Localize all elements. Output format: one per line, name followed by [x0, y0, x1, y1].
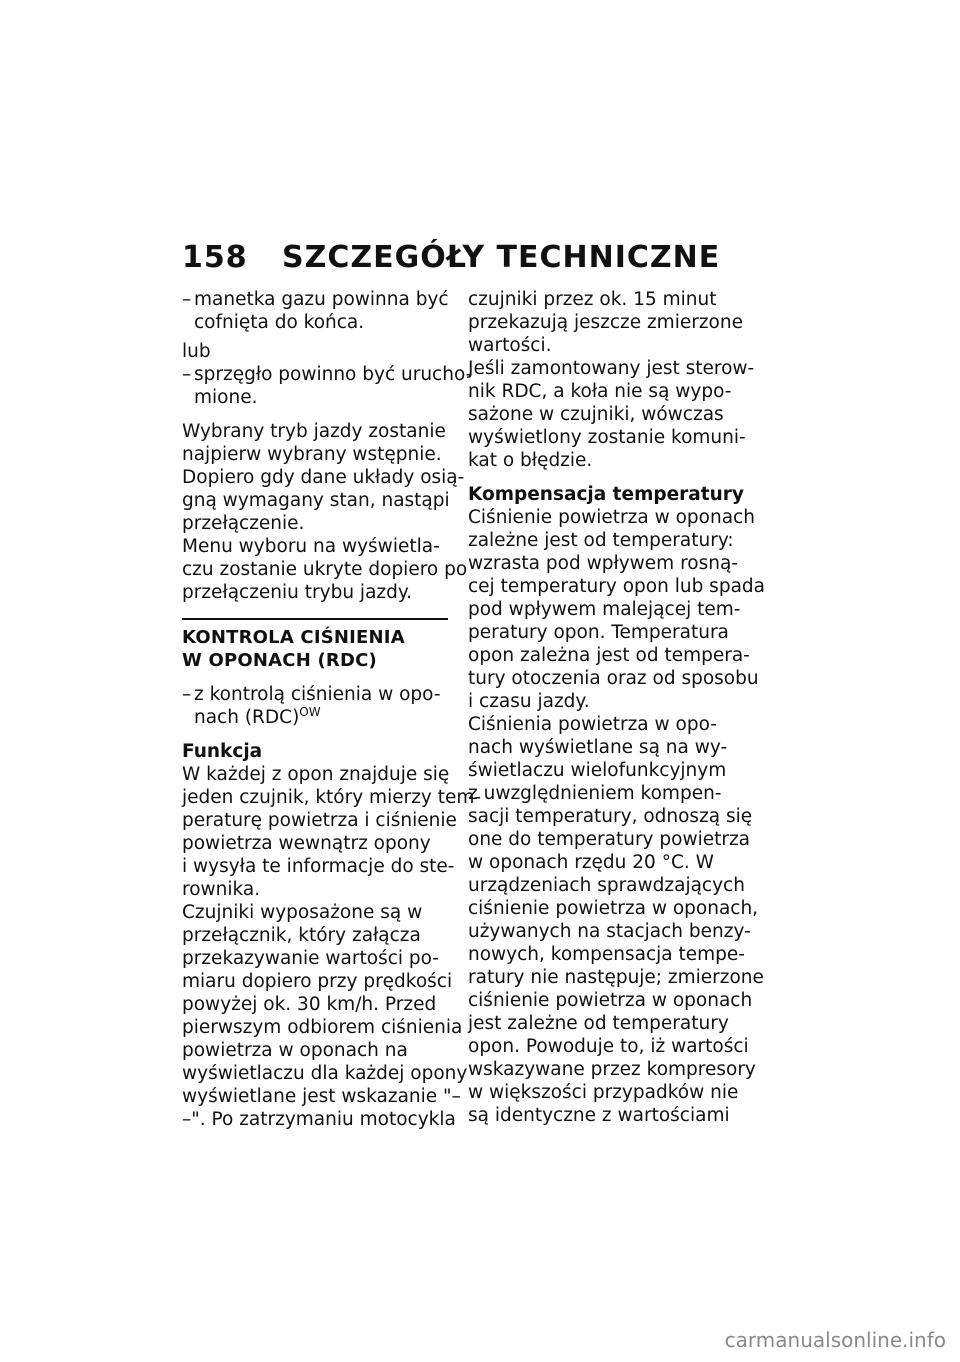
- text-line: przełącznik, który załącza: [182, 925, 421, 946]
- text-line: wartości.: [468, 335, 552, 356]
- text-line: pod wpływem malejącej tem-: [468, 599, 741, 620]
- text-line: wzrasta pod wpływem rosną-: [468, 553, 738, 574]
- paragraph-function: [182, 763, 482, 1131]
- text-line: przełączeniu trybu jazdy.: [182, 582, 413, 603]
- right-column: [468, 288, 765, 1127]
- text-line: i wysyła te informacje do ste-: [182, 856, 455, 877]
- text-line: i czasu jazdy.: [468, 691, 590, 712]
- option-superscript: OW: [299, 704, 321, 719]
- text-line: Czujniki wyposażone są w: [182, 902, 423, 923]
- text-line: przekazywanie wartości po-: [182, 948, 439, 969]
- bullet-text: nach (RDC): [194, 707, 300, 728]
- text-line: pierwszym odbiorem ciśnienia: [182, 1017, 463, 1038]
- text-line: czu zostanie ukryte dopiero po: [182, 559, 468, 580]
- left-column: [182, 288, 482, 1131]
- text-line: Ciśnienia powietrza w opo-: [468, 714, 717, 735]
- text-line: gną wymagany stan, nastąpi: [182, 490, 450, 511]
- watermark: carmanualsonline.info: [724, 1328, 946, 1352]
- page-header: [182, 240, 720, 275]
- text-line: –". Po zatrzymaniu motocykla: [182, 1109, 456, 1130]
- text-line: Jeśli zamontowany jest sterow-: [468, 358, 755, 379]
- text-line: w oponach rzędu 20 °C. W: [468, 852, 714, 873]
- text-line: z uwzględnieniem kompen-: [468, 783, 722, 804]
- text-line: używanych na stacjach benzy-: [468, 921, 751, 942]
- text-line: Menu wyboru na wyświetla-: [182, 536, 440, 557]
- text-line: przekazują jeszcze zmierzone: [468, 312, 743, 333]
- text-line: rownika.: [182, 879, 261, 900]
- paragraph-riding-mode: [182, 420, 468, 604]
- text-line: powietrza wewnątrz opony: [182, 833, 431, 854]
- subheading-kompensacja: Kompensacja temperatury: [468, 484, 744, 505]
- text-line: nach wyświetlane są na wy-: [468, 737, 728, 758]
- text-line: ratury nie następuje; zmierzone: [468, 967, 764, 988]
- paragraph-compensation: [468, 506, 765, 1127]
- page-number: 158: [182, 240, 248, 275]
- text-line: urządzeniach sprawdzających: [468, 875, 745, 896]
- text-line: one do temperatury powietrza: [468, 829, 751, 850]
- text-line: sażone w czujniki, wówczas: [468, 404, 724, 425]
- text-line: Dopiero gdy dane układy osią-: [182, 467, 465, 488]
- section-divider: [182, 618, 448, 620]
- text-line: powyżej ok. 30 km/h. Przed: [182, 994, 437, 1015]
- text-line: cej temperatury opon lub spada: [468, 576, 765, 597]
- text-line: ciśnienie powietrza w oponach,: [468, 898, 759, 919]
- paragraph-sensors: [468, 288, 755, 472]
- text-line: czujniki przez ok. 15 minut: [468, 289, 717, 310]
- text-line: miaru dopiero przy prędkości: [182, 971, 453, 992]
- section-title-line: W OPONACH (RDC): [182, 650, 377, 671]
- page-title: SZCZEGÓŁY TECHNICZNE: [282, 240, 721, 275]
- section-title: [182, 626, 452, 672]
- bullet-text: cofnięta do końca.: [194, 312, 365, 333]
- text-line: opon zależna jest od tempera-: [468, 645, 750, 666]
- text-line: wyświetlaczu dla każdej opony: [182, 1063, 468, 1084]
- text-line: jeden czujnik, który mierzy tem-: [182, 787, 482, 808]
- bullet-text: manetka gazu powinna być: [194, 289, 449, 310]
- subheading-funkcja: Funkcja: [182, 741, 263, 762]
- text-line: najpierw wybrany wstępnie.: [182, 444, 442, 465]
- text-line: w większości przypadków nie: [468, 1082, 739, 1103]
- text-line: nik RDC, a koła nie są wypo-: [468, 381, 732, 402]
- text-line: peratury opon. Temperatura: [468, 622, 729, 643]
- text-line: powietrza w oponach na: [182, 1040, 408, 1061]
- text-line: Ciśnienie powietrza w oponach: [468, 507, 755, 528]
- text-line: peraturę powietrza i ciśnienie: [182, 810, 457, 831]
- text-line: sacji temperatury, odnoszą się: [468, 806, 753, 827]
- text-line: nowych, kompensacja tempe-: [468, 944, 745, 965]
- text-line: świetlaczu wielofunkcyjnym: [468, 760, 727, 781]
- section-title-line: KONTROLA CIŚNIENIA: [182, 627, 405, 648]
- text-line: przełączenie.: [182, 513, 305, 534]
- text-line: opon. Powoduje to, iż wartości: [468, 1036, 749, 1057]
- or-text: lub: [182, 341, 211, 362]
- text-line: są identyczne z wartościami: [468, 1105, 730, 1126]
- text-line: wyświetlane jest wskazanie "–: [182, 1086, 461, 1107]
- text-line: wskazywane przez kompresory: [468, 1059, 756, 1080]
- text-line: tury otoczenia oraz od sposobu: [468, 668, 759, 689]
- bullet-text: z kontrolą ciśnienia w opo-: [194, 684, 441, 705]
- bullet-throttle: – manetka gazu powinna być cofnięta do końca.: [182, 288, 452, 334]
- bullet-text: sprzęgło powinno być urucho-: [194, 364, 473, 385]
- text-line: kat o błędzie.: [468, 450, 593, 471]
- text-line: W każdej z opon znajduje się: [182, 764, 450, 785]
- bullet-clutch: – sprzęgło powinno być urucho- mione.: [182, 364, 473, 408]
- text-line: Wybrany tryb jazdy zostanie: [182, 421, 446, 442]
- text-line: jest zależne od temperatury: [468, 1013, 729, 1034]
- text-line: wyświetlony zostanie komuni-: [468, 427, 746, 448]
- bullet-rdc: – z kontrolą ciśnienia w opo- nach (RDC)$^{OW}$: [182, 684, 441, 728]
- text-line: zależne jest od temperatury:: [468, 530, 734, 551]
- text-line: ciśnienie powietrza w oponach: [468, 990, 753, 1011]
- bullet-text: mione.: [194, 387, 258, 408]
